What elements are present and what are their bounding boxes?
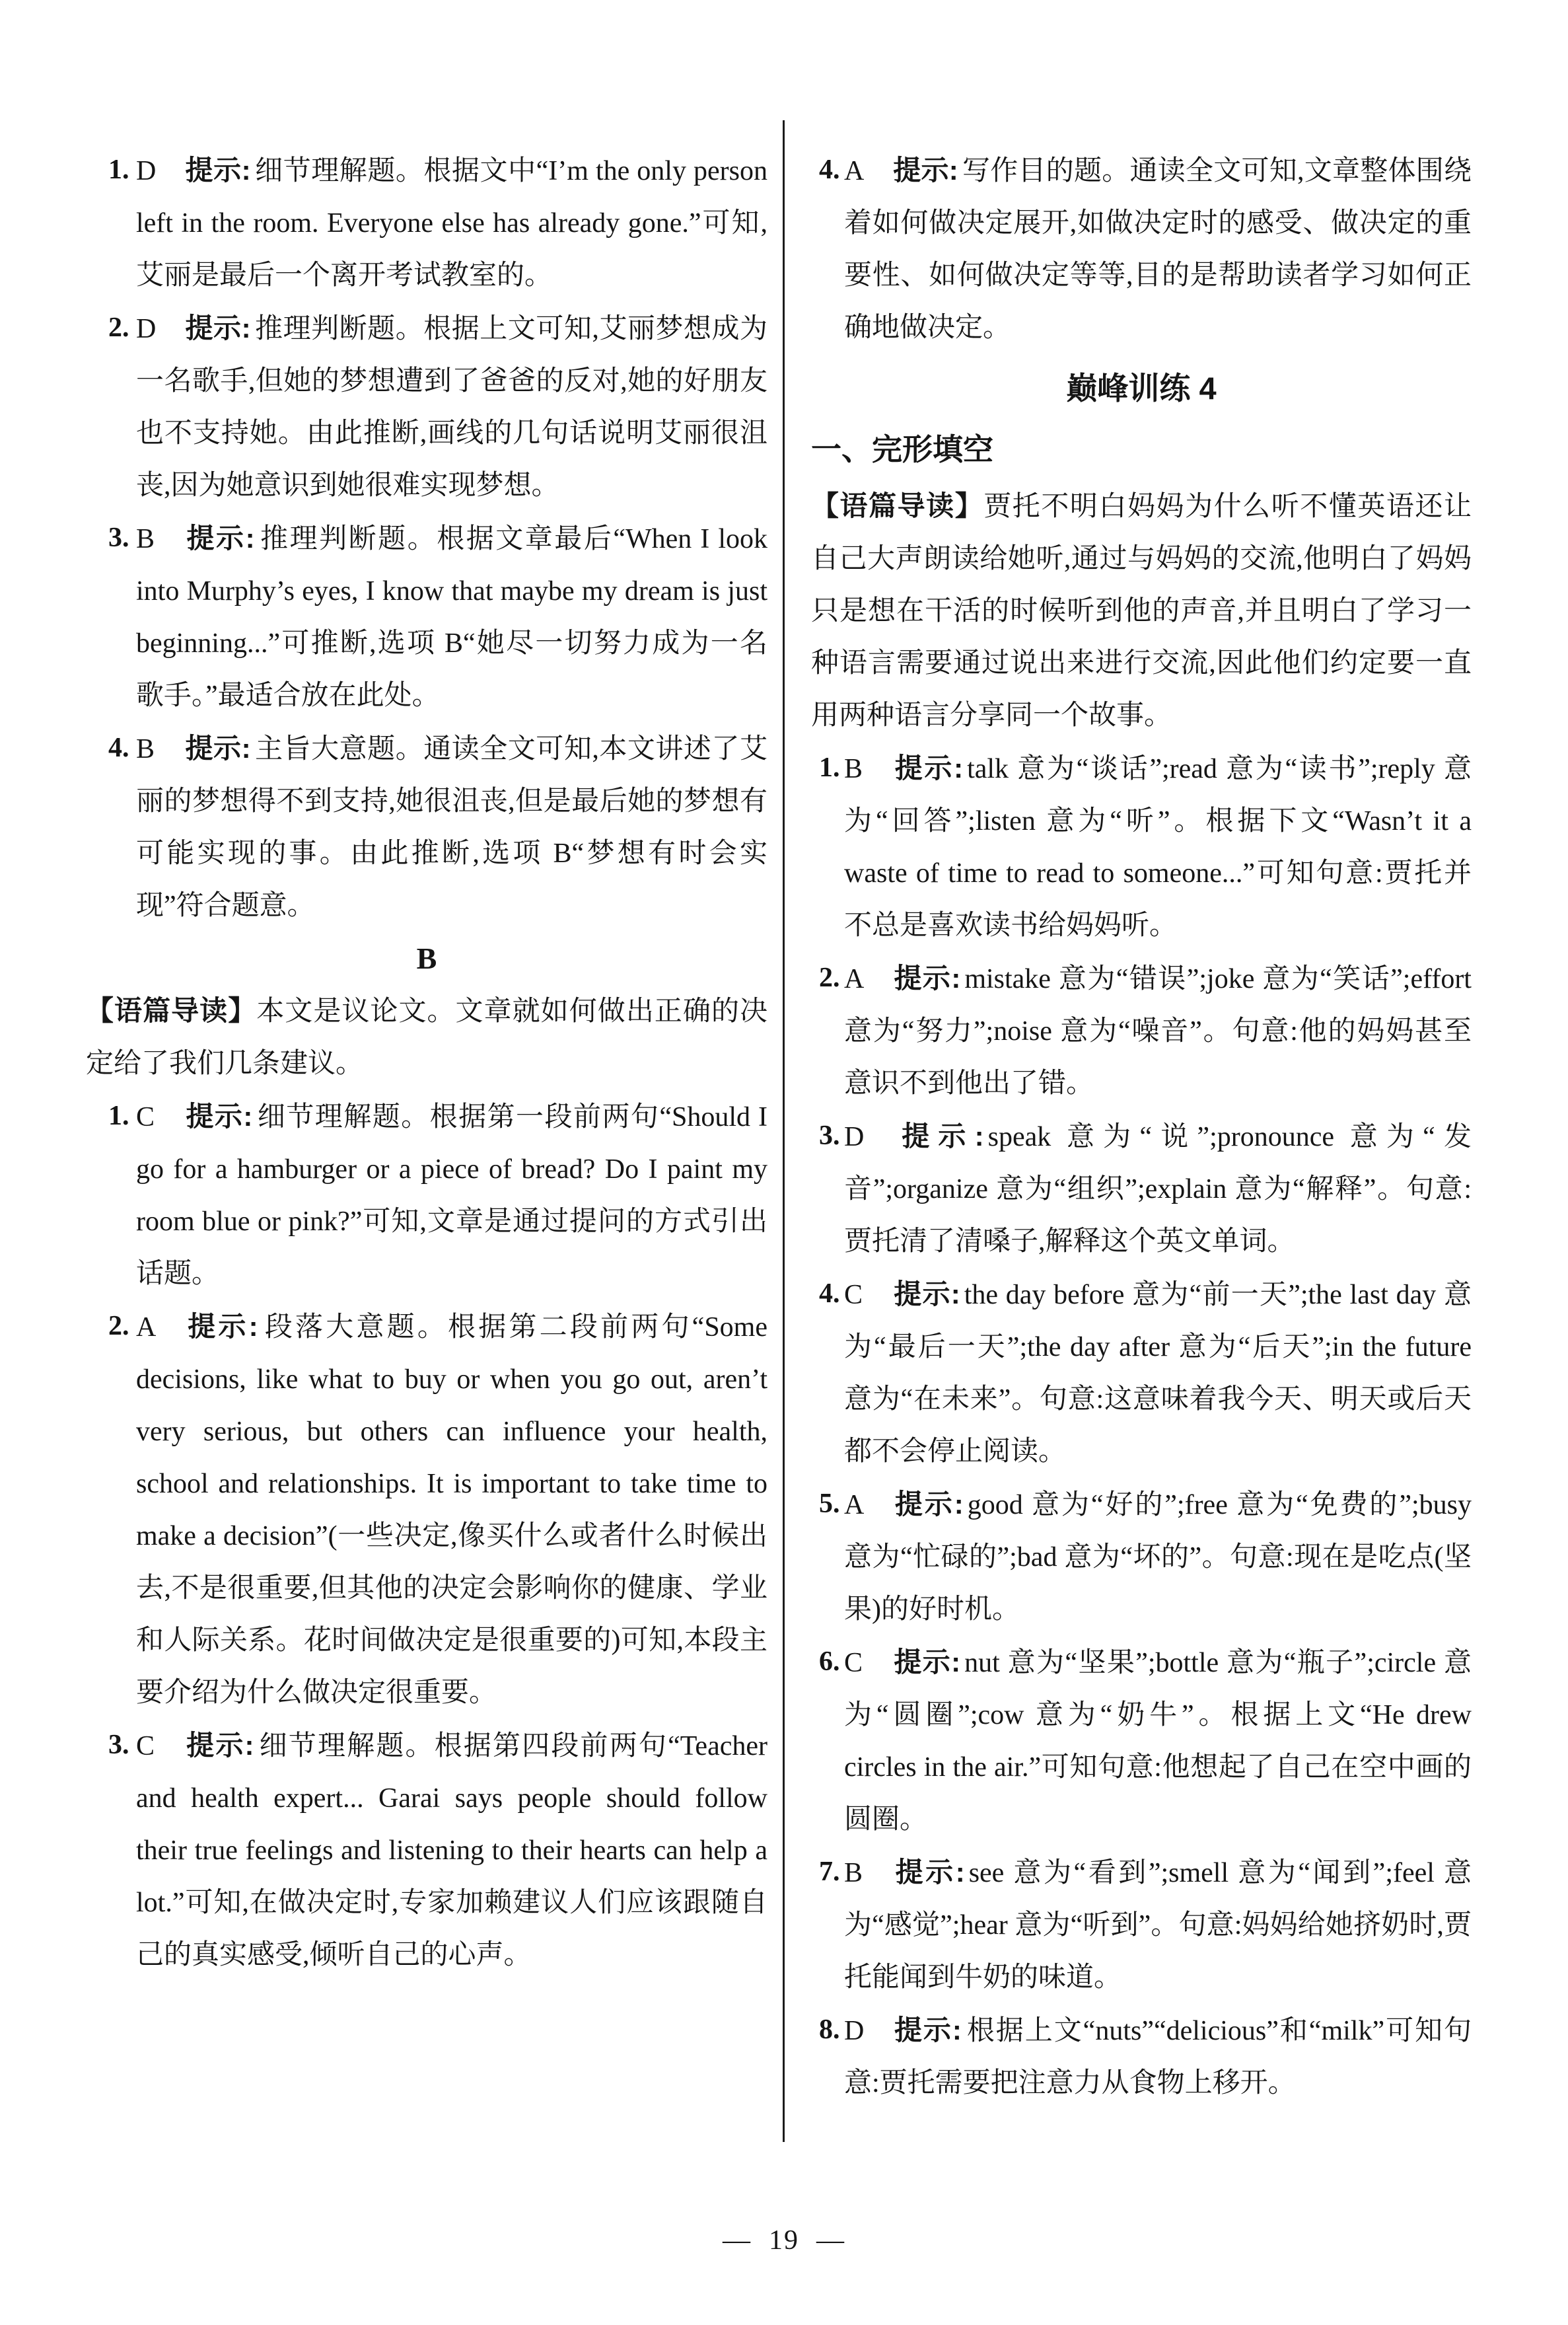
item-number: 6. (819, 1646, 840, 1677)
left-column (86, 144, 767, 1981)
answer-letter: B (844, 754, 863, 784)
tip-label: 提示: (893, 1121, 984, 1152)
item-number: 5. (819, 1489, 840, 1519)
answer-letter: D (844, 2016, 865, 2046)
item-number: 3. (108, 1730, 129, 1760)
item-number: 2. (819, 963, 840, 993)
item-text: see 意为“看到”;smell 意为“闻到”;feel 意为“感觉”;hear 意为“听到”。句意:妈妈给她挤奶时,贾托能闻到牛奶的味道。 (844, 1858, 1472, 1993)
tip-label: 提示: (185, 523, 255, 554)
item-number: 1. (108, 1101, 129, 1131)
footer-left-dash: — (723, 2225, 752, 2256)
answer-item-b3 (86, 1719, 767, 1981)
intro-text: 本文是议论文。文章就如何做出正确的决定给了我们几条建议。 (86, 996, 767, 1079)
cloze-item-6 (811, 1636, 1472, 1846)
item-text: 细节理解题。根据第四段前两句“Teacher and health expert... Garai says people should follow their true feelings and listening to their hearts can help a lot.”可知,在做决定时,专家加赖建议人们应该跟随自己的真实感受,倾听自己的心声。 (136, 1731, 767, 1970)
tip-label: 提示: (185, 1311, 258, 1342)
answer-letter: B (136, 524, 155, 554)
answer-letter: C (844, 1280, 863, 1310)
item-number: 4. (108, 733, 129, 763)
item-text: nut 意为“坚果”;bottle 意为“瓶子”;circle 意为“圆圈”;cow 意为“奶牛”。根据上文“He drew circles in the air.”可知句意:他想起了自己在空中画的圆圈。 (844, 1648, 1472, 1835)
answer-letter: D (844, 1122, 865, 1152)
item-number: 4. (819, 155, 840, 185)
answer-letter: C (136, 1731, 155, 1761)
cloze-item-8 (811, 2004, 1472, 2110)
tip-label: 提示: (893, 155, 958, 186)
item-text: 段落大意题。根据第二段前两句“Some decisions, like what to buy or when you go out, aren’t very serious, but others can influence your health, school and relationships. It is important to take time to make a decision”(一些决定,像买什么或者什么时候出去,不是很重要,但其他的决定会影响你的健康、学业和人际关系。花时间做决定是很重要的)可知,本段主要介绍为什么做决定很重要。 (136, 1312, 767, 1708)
item-number: 8. (819, 2014, 840, 2045)
tip-label: 提示: (893, 1646, 961, 1678)
answer-item-a1 (86, 144, 767, 302)
item-number: 2. (108, 1311, 129, 1341)
item-text: talk 意为“谈话”;read 意为“读书”;reply 意为“回答”;listen 意为“听”。根据下文“Wasn’t it a waste of time to read to someone...”可知句意:贾托并不总是喜欢读书给妈妈听。 (844, 754, 1472, 941)
page-number: 19 (769, 2225, 799, 2256)
answer-item-a3 (86, 512, 767, 722)
tip-label: 提示: (185, 1730, 254, 1761)
item-number: 3. (108, 523, 129, 553)
answer-letter: B (844, 1858, 863, 1888)
tip-label: 提示: (185, 1101, 253, 1132)
tip-label: 提示: (893, 963, 961, 994)
tip-label: 提示: (893, 753, 964, 784)
passage-intro-b (86, 984, 767, 1090)
passage-b-heading: B (416, 941, 437, 975)
item-text: good 意为“好的”;free 意为“免费的”;busy 意为“忙碌的”;bad 意为“坏的”。句意:现在是吃点(坚果)的好时机。 (844, 1490, 1472, 1625)
item-number: 1. (108, 155, 129, 185)
passage-intro-cloze (811, 480, 1472, 742)
answer-item-b2 (86, 1300, 767, 1719)
answer-letter: A (136, 1312, 157, 1343)
item-text: 推理判断题。根据文章最后“When I look into Murphy’s eyes, I know that maybe my dream is just beginning...”可推断,选项 B“她尽一切努力成为一名歌手。”最适合放在此处。 (136, 524, 767, 711)
item-text: 细节理解题。根据第一段前两句“Should I go for a hamburger or a piece of bread? Do I paint my room blue or pink?”可知,文章是通过提问的方式引出话题。 (136, 1102, 767, 1289)
item-number: 4. (819, 1278, 840, 1309)
tip-label: 提示: (893, 1857, 965, 1888)
item-number: 7. (819, 1857, 840, 1887)
answer-item-a4-writing-purpose (811, 144, 1472, 354)
tip-label: 提示: (893, 1278, 960, 1310)
item-text: the day before 意为“前一天”;the last day 意为“最后一天”;the day after 意为“后天”;in the future 意为“在未来”。句意:这意味着我今天、明天或后天都不会停止阅读。 (844, 1280, 1472, 1467)
intro-label: 【语篇导读】 (811, 490, 984, 521)
column-divider (783, 120, 785, 2142)
answer-item-b1 (86, 1090, 767, 1300)
intro-text: 贾托不明白妈妈为什么听不懂英语还让自己大声朗读给她听,通过与妈妈的交流,他明白了妈妈只是想在干活的时候听到他的声音,并且明白了学习一种语言需要通过说出来进行交流,因此他们约定要一直用两种语言分享同一个故事。 (811, 492, 1472, 731)
tip-label: 提示: (185, 155, 251, 186)
cloze-item-7 (811, 1846, 1472, 2004)
item-text: 写作目的题。通读全文可知,文章整体围绕着如何做决定展开,如做决定时的感受、做决定的重要性、如何做决定等等,目的是帮助读者学习如何正确地做决定。 (844, 156, 1472, 343)
cloze-item-1 (811, 742, 1472, 952)
answer-item-a2 (86, 302, 767, 512)
footer-right-dash: — (816, 2225, 845, 2256)
cloze-item-3 (811, 1110, 1472, 1268)
item-text: 主旨大意题。通读全文可知,本文讲述了艾丽的梦想得不到支持,她很沮丧,但是最后她的梦想有可能实现的事。由此推断,选项 B“梦想有时会实现”符合题意。 (136, 734, 767, 921)
answer-letter: A (844, 1490, 865, 1520)
answer-item-a4 (86, 722, 767, 932)
answer-letter: A (844, 156, 865, 186)
tip-label: 提示: (185, 313, 251, 344)
answer-letter: B (136, 734, 155, 764)
cloze-item-4 (811, 1268, 1472, 1478)
right-column (811, 144, 1472, 2110)
item-number: 1. (819, 753, 840, 783)
tip-label: 提示: (893, 1489, 964, 1520)
tip-label: 提示: (185, 733, 251, 764)
intro-label: 【语篇导读】 (86, 995, 257, 1026)
tip-label: 提示: (893, 2014, 962, 2046)
item-text: 细节理解题。根据文中“I’m the only person left in the room. Everyone else has already gone.”可知,艾丽是最后一个离开考试教室的。 (136, 156, 767, 291)
item-text: 推理判断题。根据上文可知,艾丽梦想成为一名歌手,但她的梦想遭到了爸爸的反对,她的好朋友也不支持她。由此推断,画线的几句话说明艾丽很沮丧,因为她意识到她很难实现梦想。 (136, 314, 767, 501)
answer-letter: C (844, 1648, 863, 1678)
item-text: mistake 意为“错误”;joke 意为“笑话”;effort 意为“努力”;noise 意为“噪音”。句意:他的妈妈甚至意识不到他出了错。 (844, 964, 1472, 1099)
answer-letter: A (844, 964, 865, 994)
answer-letter: D (136, 314, 157, 344)
cloze-item-2 (811, 952, 1472, 1110)
answer-letter: C (136, 1102, 155, 1132)
page-footer (0, 2215, 1568, 2267)
item-text: speak 意为“说”;pronounce 意为“发音”;organize 意为“组织”;explain 意为“解释”。句意:贾托清了清嗓子,解释这个英文单词。 (844, 1122, 1472, 1257)
cloze-item-5 (811, 1478, 1472, 1636)
cloze-section-heading: 一、完形填空 (811, 432, 993, 466)
item-text: 根据上文“nuts”“delicious”和“milk”可知句意:贾托需要把注意力从食物上移开。 (844, 2016, 1472, 2098)
item-number: 2. (108, 313, 129, 343)
item-number: 3. (819, 1121, 840, 1151)
training-unit-heading: 巅峰训练 4 (1066, 371, 1217, 406)
answer-letter: D (136, 156, 157, 186)
